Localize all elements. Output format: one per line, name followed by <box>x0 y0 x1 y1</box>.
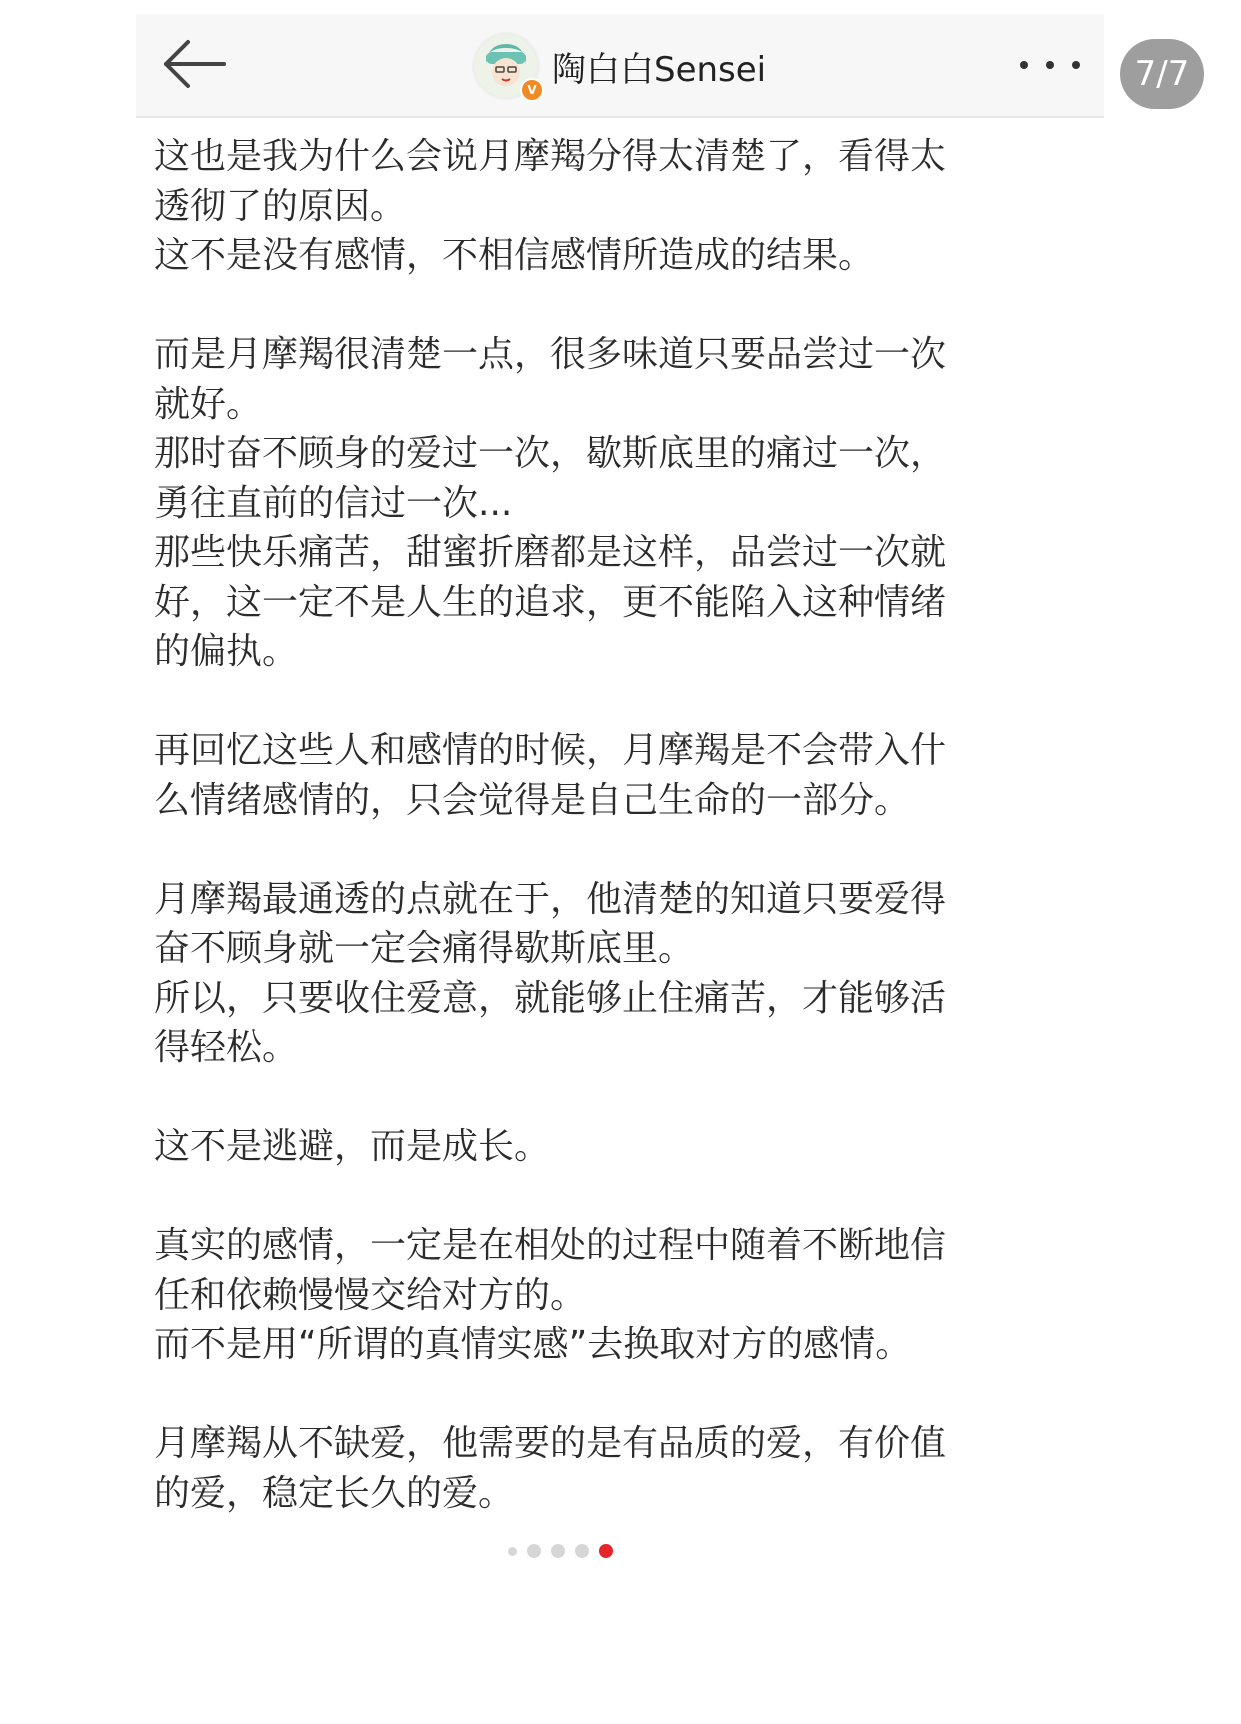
post-screen <box>136 14 1104 1724</box>
avatar[interactable] <box>472 32 540 100</box>
text-line: 的偏执。 <box>154 631 299 672</box>
paragraph <box>154 1221 974 1370</box>
text-line: 再回忆这些人和感情的时候，月摩羯是不会带入什 <box>154 730 947 771</box>
text-line: 这不是逃避，而是成长。 <box>154 1126 551 1167</box>
text-line: 月摩羯最通透的点就在于，他清楚的知道只要爱得 <box>154 878 947 920</box>
text-line: 任和依赖慢慢交给对方的。 <box>154 1274 587 1316</box>
text-line: 透彻了的原因。 <box>154 185 407 227</box>
paragraph <box>154 1122 974 1172</box>
text-line: 么情绪感情的，只会觉得是自己生命的一部分。 <box>154 779 911 821</box>
pagination-dot[interactable] <box>551 1544 565 1558</box>
text-line: 所以，只要收住爱意，就能够止住痛苦，才能够活 <box>154 977 947 1019</box>
paragraph <box>154 132 974 281</box>
paragraph <box>154 875 974 1073</box>
text-line: 而是月摩羯很清楚一点，很多味道只要品尝过一次 <box>154 334 947 375</box>
paragraph <box>154 1419 974 1518</box>
paragraph <box>154 330 974 677</box>
text-line: 月摩羯从不缺爱，他需要的是有品质的爱，有价值 <box>154 1423 947 1464</box>
text-line: 勇往直前的信过一次... <box>154 482 513 524</box>
text-line: 就好。 <box>154 383 263 425</box>
text-line: 而不是用“所谓的真情实感”去换取对方的感情。 <box>154 1324 912 1365</box>
text-line: 奋不顾身就一定会痛得歇斯底里。 <box>154 928 695 969</box>
text-line: 真实的感情，一定是在相处的过程中随着不断地信 <box>154 1225 947 1266</box>
more-dots-icon <box>1072 61 1080 69</box>
pagination-dot-active[interactable] <box>599 1544 613 1558</box>
text-line: 这不是没有感情，不相信感情所造成的结果。 <box>154 235 875 276</box>
back-button[interactable] <box>160 34 240 94</box>
more-dots-icon <box>1046 61 1054 69</box>
text-line: 得轻松。 <box>154 1027 299 1068</box>
image-pagination <box>508 1544 623 1558</box>
pagination-dot[interactable] <box>575 1544 589 1558</box>
more-dots-icon <box>1020 61 1028 69</box>
paragraph <box>154 726 974 825</box>
pagination-dot[interactable] <box>508 1547 517 1556</box>
top-bar <box>136 14 1104 118</box>
back-arrow-icon <box>160 34 230 94</box>
text-line: 的爱，稳定长久的爱。 <box>154 1472 515 1514</box>
pagination-dot[interactable] <box>527 1544 541 1558</box>
text-line: 好，这一定不是人生的追求，更不能陷入这种情绪 <box>154 581 947 623</box>
post-text <box>154 132 974 1568</box>
more-button[interactable] <box>1020 40 1080 90</box>
page-counter: 7/7 <box>1120 39 1204 109</box>
text-line: 这也是我为什么会说月摩羯分得太清楚了，看得太 <box>154 136 947 177</box>
text-line: 那些快乐痛苦，甜蜜折磨都是这样，品尝过一次就 <box>154 532 947 573</box>
verified-badge: V <box>520 78 544 102</box>
user-info[interactable] <box>472 26 766 106</box>
text-line: 那时奋不顾身的爱过一次，歇斯底里的痛过一次， <box>154 433 947 474</box>
username[interactable]: 陶白白Sensei <box>552 49 767 90</box>
